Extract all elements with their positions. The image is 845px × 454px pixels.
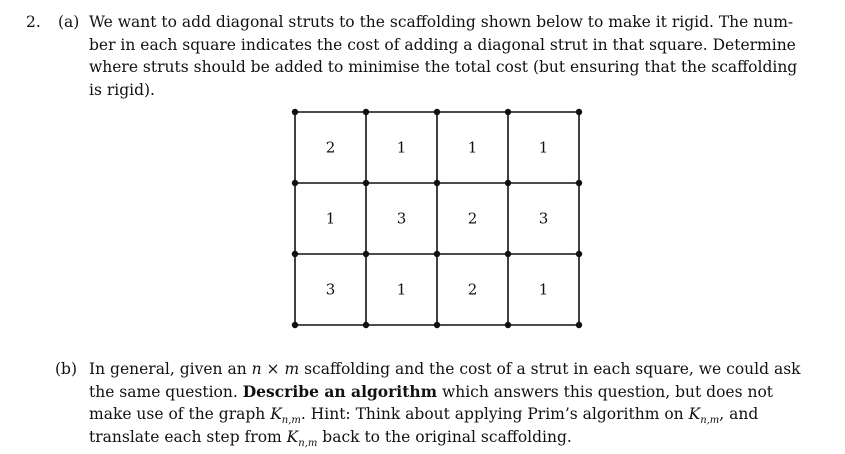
square-cost-label: 2 <box>467 209 478 228</box>
part-b-text-run: . Hint: Think about applying Prim’s algorithm on <box>300 405 689 423</box>
part-b-text-run: make use of the graph <box>89 405 271 423</box>
part-a-line: is rigid). <box>89 80 155 99</box>
scaffold-joint <box>363 109 369 115</box>
math-k: K <box>286 427 299 446</box>
math-k: K <box>270 405 282 423</box>
square-cost-label: 1 <box>538 280 549 299</box>
scaffold-joint <box>505 251 511 257</box>
math-n: n <box>251 360 262 378</box>
square-cost-label: 1 <box>467 138 478 157</box>
math-times: × <box>261 360 285 378</box>
math-m: m <box>284 360 300 378</box>
part-b-line <box>89 381 789 404</box>
part-b-line <box>89 358 801 381</box>
square-cost-label: 1 <box>325 209 336 228</box>
scaffold-joint <box>505 180 511 186</box>
part-b-text-run: scaffolding and the cost of a strut in each square, we could ask <box>299 360 801 378</box>
square-cost-label: 2 <box>325 138 336 157</box>
scaffold-joint <box>363 322 369 328</box>
part-b-text-run: which answers this question, but does not <box>437 382 774 401</box>
question-number: 2. <box>26 13 41 31</box>
part-b-text <box>89 358 801 449</box>
scaffold-joint <box>576 180 582 186</box>
scaffold-joint <box>505 322 511 328</box>
scaffold-joint <box>434 109 440 115</box>
square-cost-label: 1 <box>396 280 407 299</box>
square-cost-label: 2 <box>467 280 478 299</box>
scaffold-joint <box>576 109 582 115</box>
scaffold-joint <box>292 251 298 257</box>
part-b-text-run: , and <box>719 405 759 423</box>
part-a-line: where struts should be added to minimise the total cost (but ensuring that the scaffolding <box>89 58 798 76</box>
part-a-label: (a) <box>58 13 80 31</box>
square-cost-label: 1 <box>538 138 549 157</box>
part-b-text-run: In general, given an <box>89 360 252 378</box>
scaffold-joint <box>434 180 440 186</box>
scaffold-joint <box>576 251 582 257</box>
part-b-line <box>89 426 789 449</box>
math-subscript: n,m <box>298 437 318 449</box>
part-b-text-run: translate each step from <box>89 427 287 446</box>
part-b-text-run: back to the original scaffolding. <box>317 427 572 446</box>
scaffold-joint <box>363 180 369 186</box>
part-a-line: We want to add diagonal struts to the scaffolding shown below to make it rigid. The num- <box>89 13 794 31</box>
math-subscript: n,m <box>700 415 720 427</box>
scaffold-joint <box>434 322 440 328</box>
scaffold-joint <box>292 180 298 186</box>
scaffold-joint <box>292 322 298 328</box>
math-k: K <box>688 405 701 423</box>
emphasis-bold: Describe an algorithm <box>242 381 438 401</box>
scaffold-joint <box>434 251 440 257</box>
part-b-text-run: the same question. <box>89 382 243 401</box>
square-cost-label: 3 <box>325 280 336 299</box>
scaffold-joint <box>576 322 582 328</box>
scaffold-joint <box>363 251 369 257</box>
math-subscript: n,m <box>281 415 301 427</box>
part-b-label: (b) <box>55 360 78 378</box>
square-cost-label: 3 <box>396 209 407 228</box>
square-cost-label: 3 <box>538 209 549 228</box>
part-a-line: ber in each square indicates the cost of adding a diagonal strut in that square. Determine <box>89 35 796 54</box>
scaffold-joint <box>292 109 298 115</box>
scaffold-joint <box>505 109 511 115</box>
part-b-line <box>89 403 789 426</box>
square-cost-label: 1 <box>396 138 407 157</box>
